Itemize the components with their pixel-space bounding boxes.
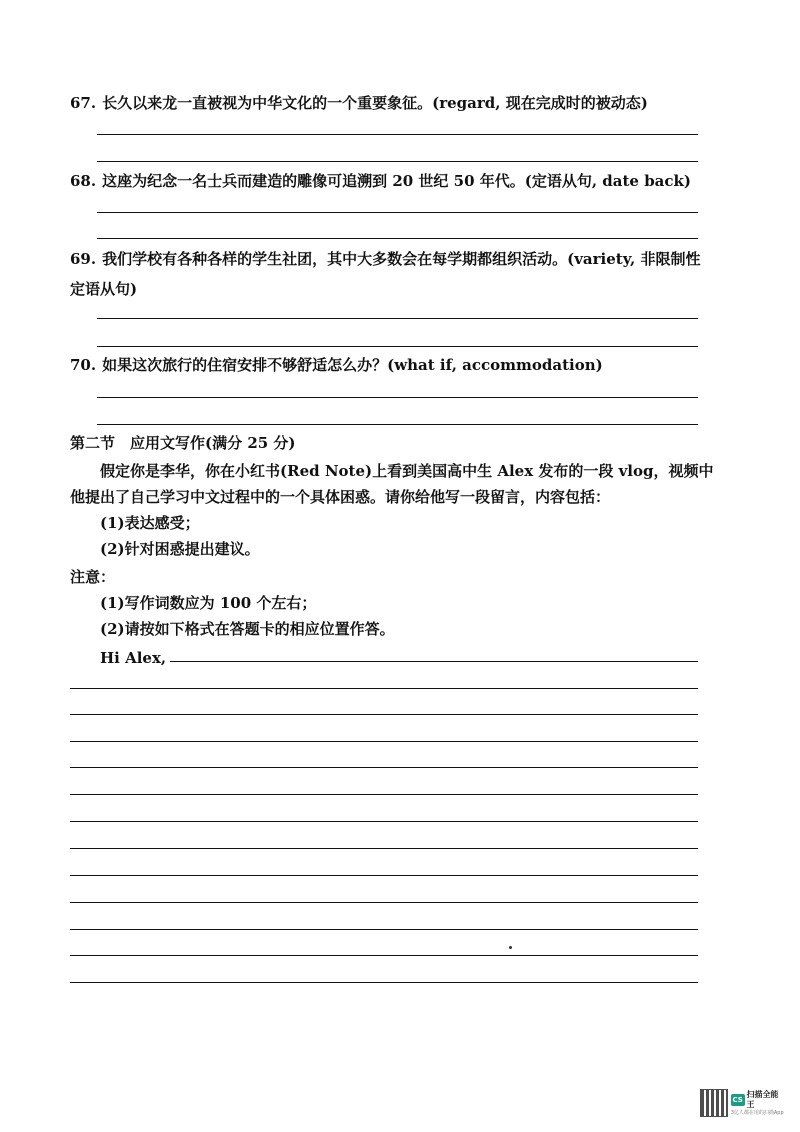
writing-line[interactable]: [70, 794, 698, 795]
content-item: (2)针对困惑提出建议。: [100, 540, 260, 558]
question-text: 这座为纪念一名士兵而建造的雕像可追溯到 20 世纪 50 年代。(定语从句, date back): [102, 172, 692, 190]
note-item: (2)请按如下格式在答题卡的相应位置作答。: [100, 620, 395, 638]
writing-line[interactable]: [70, 821, 698, 822]
writing-line[interactable]: [70, 767, 698, 768]
watermark-text: [731, 1090, 786, 1117]
question-text: 如果这次旅行的住宿安排不够舒适怎么办？(what if, accommodation): [102, 356, 603, 374]
answer-line[interactable]: [97, 134, 698, 135]
question-text: 我们学校有各种各样的学生社团，其中大多数会在每学期都组织活动。(variety, 非限制性定语从句): [70, 250, 701, 298]
answer-line[interactable]: [97, 397, 698, 398]
writing-line[interactable]: [70, 875, 698, 876]
scan-speck: [509, 946, 512, 949]
answer-line[interactable]: [97, 212, 698, 213]
question-text: 长久以来龙一直被视为中华文化的一个重要象征。(regard, 现在完成时的被动态): [102, 94, 648, 112]
writing-line[interactable]: [70, 955, 698, 956]
writing-line[interactable]: [70, 982, 698, 983]
writing-line[interactable]: [70, 741, 698, 742]
prompt-line: 假定你是李华，你在小红书(Red Note)上看到美国高中生 Alex 发布的一段 vlog，视频中: [100, 462, 714, 480]
question-69: [70, 244, 710, 304]
writing-line[interactable]: [170, 661, 698, 662]
question-67: [70, 88, 648, 118]
question-70: [70, 350, 603, 380]
writing-line[interactable]: [70, 902, 698, 903]
writing-line[interactable]: [70, 714, 698, 715]
qr-code-icon: [700, 1089, 728, 1117]
writing-line[interactable]: [70, 929, 698, 930]
answer-line[interactable]: [97, 238, 698, 239]
notes-label: 注意：: [70, 568, 116, 586]
writing-line[interactable]: [70, 848, 698, 849]
section-heading: 第二节 应用文写作(满分 25 分): [70, 434, 296, 452]
question-number: 67.: [70, 94, 97, 112]
note-item: (1)写作词数应为 100 个左右；: [100, 594, 317, 612]
question-number: 70.: [70, 356, 97, 374]
answer-line[interactable]: [97, 318, 698, 319]
question-number: 69.: [70, 250, 97, 268]
watermark-title: 扫描全能王: [746, 1089, 779, 1109]
question-number: 68.: [70, 172, 97, 190]
scanner-watermark: [700, 1088, 786, 1118]
watermark-subtitle: 3亿人都在用的扫描App: [730, 1109, 784, 1116]
answer-line[interactable]: [97, 346, 698, 347]
answer-line[interactable]: [97, 424, 698, 425]
greeting: Hi Alex,: [100, 649, 167, 667]
question-68: [70, 166, 691, 196]
answer-line[interactable]: [97, 161, 698, 162]
writing-line[interactable]: [70, 688, 698, 689]
content-item: (1)表达感受；: [100, 514, 200, 532]
cs-logo-icon: CS: [732, 1095, 743, 1104]
prompt-line: 他提出了自己学习中文过程中的一个具体困惑。请你给他写一段留言，内容包括：: [70, 488, 611, 506]
